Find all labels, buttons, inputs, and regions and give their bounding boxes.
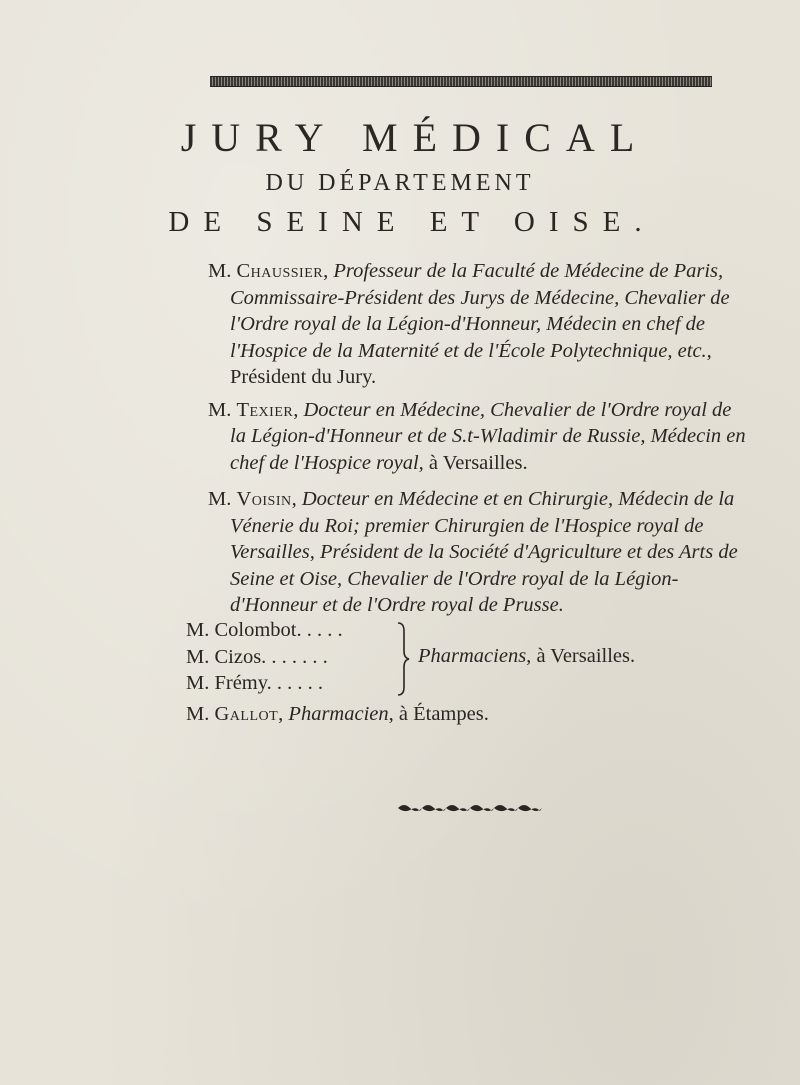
member-prefix: M. <box>208 488 237 510</box>
pharmacists-group <box>186 617 746 697</box>
member-role: Président du Jury. <box>230 366 377 388</box>
member-gallot <box>186 703 746 726</box>
pharmacists-location: à Versailles. <box>531 645 636 667</box>
member-chaussier <box>208 258 748 391</box>
member-separator: , <box>323 260 334 282</box>
pharmacists-title: Pharmaciens, <box>418 645 532 667</box>
member-description: Professeur de la Faculté de Médecine de Paris, Commissaire-Président des Jurys de Médecine, Chevalier de l'Ordre royal de la Légion-d'Honneur, Médecin en chef de l'Hospice de la Maternité et de l'École Polytechnique, etc., <box>230 260 730 362</box>
wave-ornament-icon <box>396 800 544 814</box>
member-prefix: M. <box>208 260 237 282</box>
member-name: Chaussier <box>236 260 324 282</box>
pharmacist-colombot: M. Colombot. . . . . <box>186 619 343 641</box>
member-location: , à Étampes. <box>388 703 489 725</box>
member-voisin <box>208 486 748 619</box>
member-texier <box>208 397 748 477</box>
member-name: Texier <box>236 398 294 421</box>
member-description: Docteur en Médecine et en Chirurgie, Médecin de la Vénerie du Roi; premier Chirurgien de l'Hospice royal de Versailles, Président de la Société d'Agriculture et des Arts de Seine et Oise, Chevalier de l'Ordre royal de la Légion-d'Honneur et de l'Ordre royal de Prusse. <box>230 488 738 616</box>
member-name: Voisin <box>236 488 292 510</box>
member-separator: , <box>291 488 302 510</box>
member-separator: , <box>293 398 304 421</box>
member-location: à Versailles. <box>423 451 528 474</box>
curly-brace-icon <box>396 621 410 697</box>
member-description: Docteur en Médecine, Chevalier de l'Ordre royal de la Légion-d'Honneur et de S.t-Wladimir de Russie, Médecin en chef de l'Hospice royal, <box>230 398 746 474</box>
pharmacist-cizos: M. Cizos. . . . . . . <box>186 645 328 668</box>
title-departement: DU DÉPARTEMENT <box>265 170 535 196</box>
member-description: Pharmacien <box>288 703 389 725</box>
title-jury-medical: JURY MÉDICAL <box>180 115 650 160</box>
member-prefix: M. <box>186 703 215 725</box>
top-rule <box>210 76 712 87</box>
pharmacists-label <box>418 643 635 670</box>
pharmacist-fremy: M. Frémy. . . . . . <box>186 672 324 694</box>
member-separator: , <box>278 703 289 725</box>
member-prefix: M. <box>208 398 237 421</box>
member-name: Gallot <box>214 703 279 725</box>
jury-members-list <box>208 258 748 619</box>
title-seine-et-oise: DE SEINE ET OISE. <box>168 206 656 238</box>
